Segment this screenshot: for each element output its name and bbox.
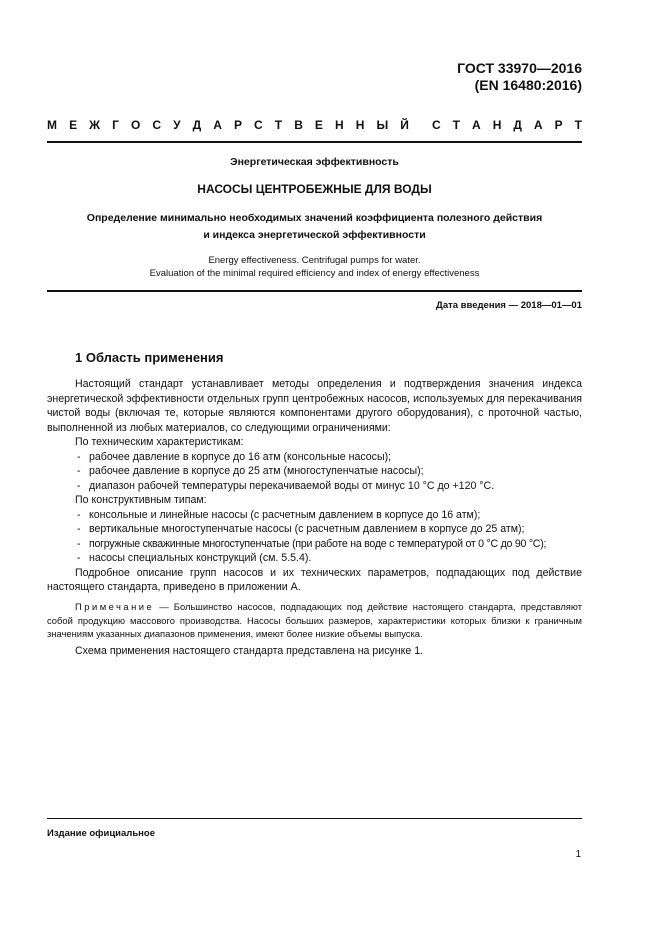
list-item: - рабочее давление в корпусе до 25 атм (многоступенчатые насосы);	[77, 465, 424, 477]
banner-letter: У	[173, 118, 181, 132]
banner-letter: Т	[574, 118, 582, 132]
note-text: — Большинство насосов, подпадающих под действие настоящего стандарта, представляют собой продукцию массового производства. Насосы больших размеров, характеристики которых близки к граничным значениям указанных диапазонов применения, имеют более низкие объемы выпуска.	[47, 601, 582, 639]
banner-letter: Т	[274, 118, 283, 132]
figure-reference: Схема применения настоящего стандарта представлена на рисунке 1.	[75, 645, 424, 657]
scope-paragraph: Настоящий стандарт устанавливает методы определения и подтверждения значения индекса энергетической эффективности отдельных групп центробежных насосов, используемых для перекачивания чистой воды (включая те, которые являются компонентами другого оборудования), с проточной частью, выполненной из любых материалов, со следующими ограничениями:	[47, 378, 582, 434]
annex-paragraph: Подробное описание групп насосов и их технических параметров, подпадающих под действие настоящего стандарта, приведено в приложении А.	[47, 566, 582, 593]
top-rule	[47, 141, 582, 143]
technical-label: По техническим характеристикам:	[75, 436, 244, 448]
banner-letter: Р	[554, 118, 563, 132]
title-english	[47, 254, 582, 280]
banner-letter: Е	[69, 118, 78, 132]
title-main: НАСОСЫ ЦЕНТРОБЕЖНЫЕ ДЛЯ ВОДЫ	[197, 182, 432, 196]
banner-word-interstate	[47, 118, 409, 132]
introduction-date: Дата введения — 2018—01—01	[436, 300, 582, 311]
banner-letter: Н	[335, 118, 344, 132]
title-rule	[47, 290, 582, 292]
banner-letter: Д	[192, 118, 202, 132]
list-item: - погружные скважинные многоступенчатые (при работе на воде с температурой от 0 °С до 90 °С);	[77, 537, 547, 550]
banner-letter: В	[294, 118, 303, 132]
note	[47, 600, 582, 641]
banner-letter: Ы	[376, 118, 389, 132]
title-subtitle-line2: и индекса энергетической эффективности	[203, 229, 426, 241]
title-subject: Энергетическая эффективность	[230, 156, 399, 168]
banner-letter: М	[47, 118, 57, 132]
banner-letter: Т	[452, 118, 461, 132]
banner-letter: С	[152, 118, 162, 132]
technical-list	[47, 450, 582, 494]
banner-letter: А	[213, 118, 222, 132]
banner-letter: Г	[112, 118, 119, 132]
banner-letter: Д	[513, 118, 522, 132]
title-subtitle	[47, 210, 582, 244]
title-english-line2: Evaluation of the minimal required efficiency and index of energy effectiveness	[149, 268, 480, 279]
standard-equivalent: (EN 16480:2016)	[474, 77, 582, 93]
list-item: - вертикальные многоступенчатые насосы (с расчетным давлением в корпусе до 25 атм);	[77, 523, 525, 535]
note-label: Примечание	[75, 601, 155, 612]
banner-letter: Н	[355, 118, 365, 132]
banner-word-standard	[432, 118, 582, 132]
list-item: - рабочее давление в корпусе до 16 атм (консольные насосы);	[77, 450, 392, 463]
banner-letter: С	[432, 118, 441, 132]
title-english-line1: Energy effectiveness. Centrifugal pumps for water.	[208, 255, 421, 266]
list-item: - насосы специальных конструкций (см. 5.5.4).	[77, 552, 312, 564]
list-item: - консольные и линейные насосы (с расчетным давлением в корпусе до 16 атм);	[77, 508, 481, 521]
section-heading: 1 Область применения	[75, 350, 224, 365]
banner-letter: О	[130, 118, 141, 132]
construction-list	[47, 508, 582, 566]
title-subtitle-line1: Определение минимально необходимых значений коэффициента полезного действия	[86, 212, 543, 224]
banner-letter: С	[254, 118, 263, 132]
footer-rule	[47, 818, 582, 819]
banner-letter: Е	[314, 118, 323, 132]
list-item: - диапазон рабочей температуры перекачиваемой воды от минус 10 °С до +120 °С.	[77, 479, 495, 492]
page-number: 1	[575, 849, 581, 860]
banner-letter: Р	[233, 118, 242, 132]
standard-number: ГОСТ 33970—2016	[457, 60, 582, 76]
section-body	[47, 377, 582, 595]
banner-letter: А	[533, 118, 543, 132]
banner-letter: Н	[492, 118, 502, 132]
banner-letter: Й	[400, 118, 409, 132]
interstate-standard-banner	[47, 118, 582, 132]
construction-label: По конструктивным типам:	[75, 494, 207, 506]
banner-letter: Ж	[89, 118, 100, 132]
banner-letter: А	[472, 118, 481, 132]
official-edition: Издание официальное	[47, 828, 155, 839]
standard-designation	[457, 60, 582, 94]
